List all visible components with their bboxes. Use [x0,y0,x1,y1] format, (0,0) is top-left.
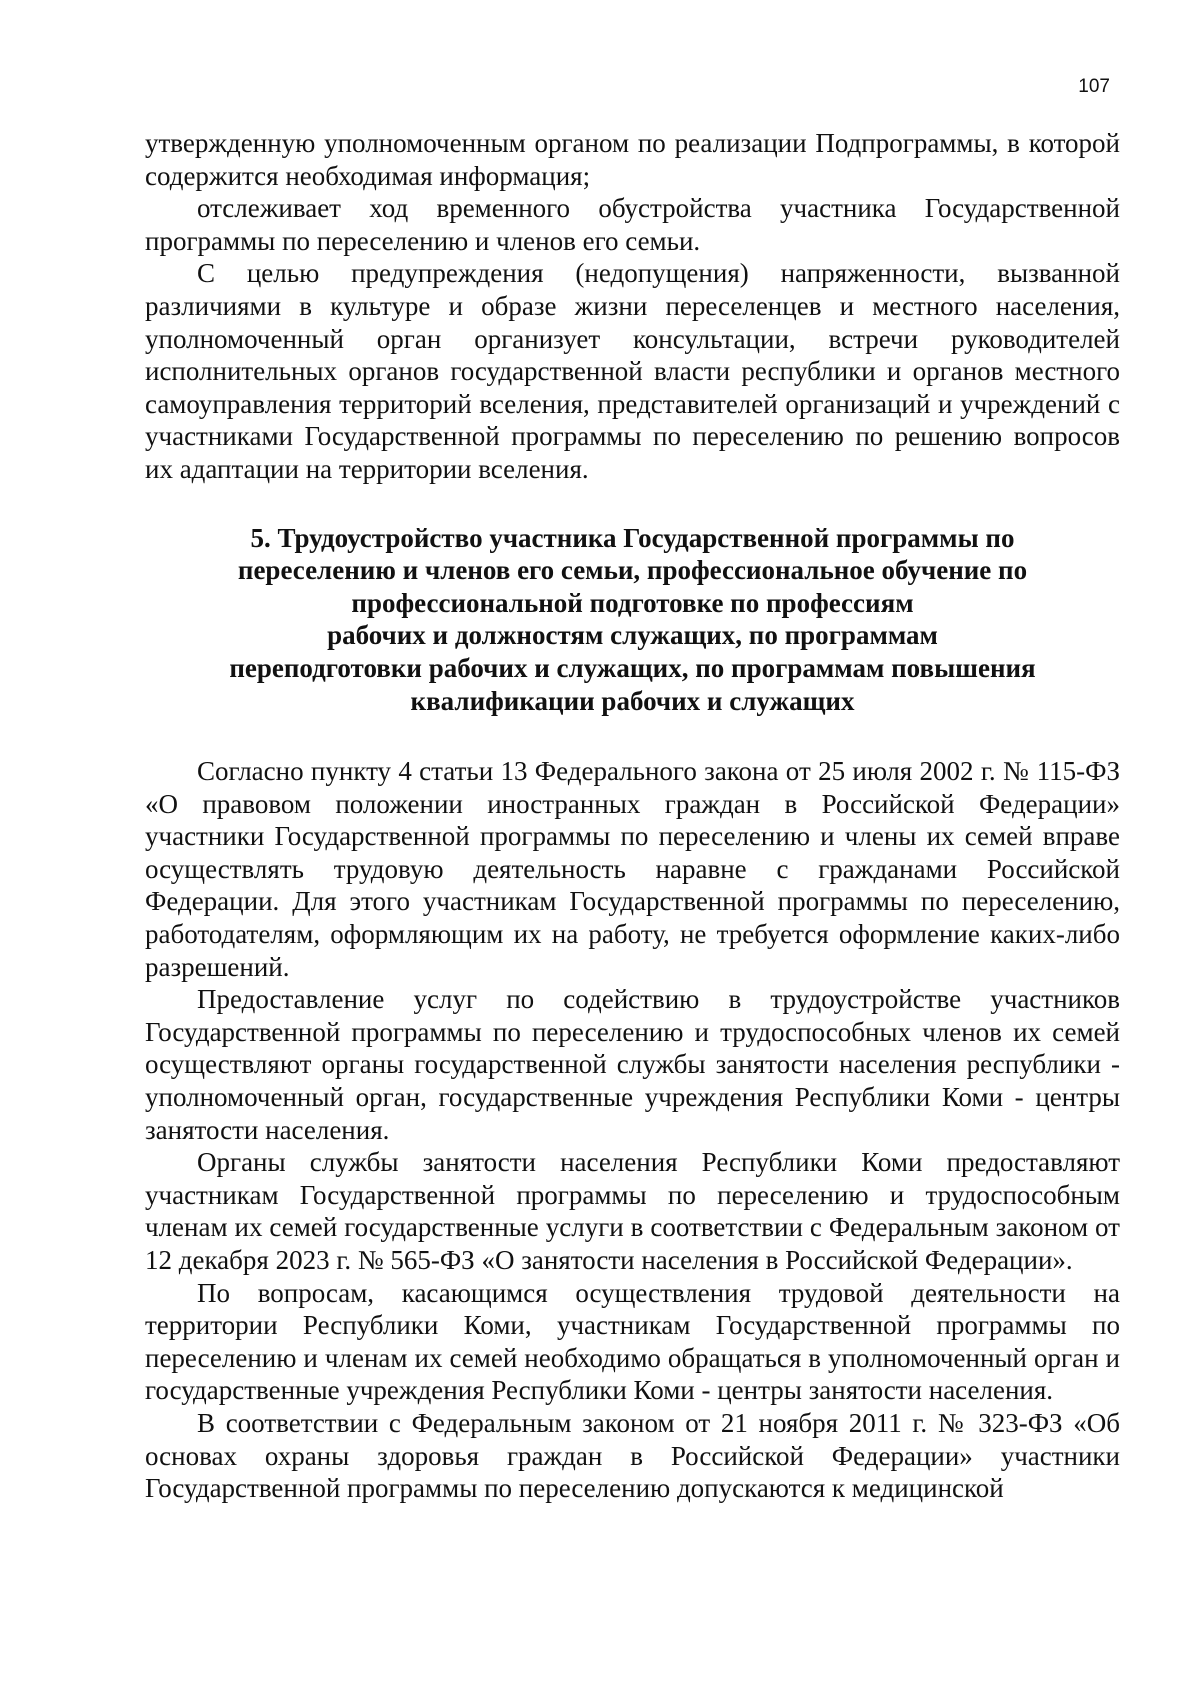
page-number: 107 [1078,76,1110,97]
paragraph: Органы службы занятости населения Республики Коми предоставляют участникам Государственной программы по переселению и трудоспособным членам их семей государственные услуги в соответствии с Федеральным законом от 12 декабря 2023 г. № 565-ФЗ «О занятости населения в Российской Федерации». [145,1147,1120,1275]
paragraph-continued: утвержденную уполномоченным органом по реализации Подпрограммы, в которой содержится необходимая информация; [145,128,1120,191]
paragraph: отслеживает ход временного обустройства участника Государственной программы по переселению и членов его семьи. [145,193,1120,256]
paragraph: Предоставление услуг по содействию в трудоустройстве участников Государственной программы по переселению и трудоспособных членов их семей осуществляют органы государственной службы занятости населения республики - уполномоченный орган, государственные учреждения Республики Коми - центры занятости населения. [145,984,1120,1145]
section-heading-line: 5. Трудоустройство участника Государственной программы по [250,522,1015,553]
paragraph: Согласно пункту 4 статьи 13 Федерального закона от 25 июля 2002 г. № 115-ФЗ «О правовом положении иностранных граждан в Российской Федерации» участники Государственной программы по переселению и члены их семей вправе осуществлять трудовую деятельность наравне с гражданами Российской Федерации. Для этого участникам Государственной программы по переселению, работодателям, оформляющим их на работу, не требуется оформление каких-либо разрешений. [145,756,1120,982]
paragraph: С целью предупреждения (недопущения) напряженности, вызванной различиями в культуре и образе жизни переселенцев и местного населения, уполномоченный орган организует консультации, встречи руководителей исполнительных органов государственной власти республики и органов местного самоуправления территорий вселения, представителей организаций и учреждений с участниками Государственной программы по переселению по решению вопросов их адаптации на территории вселения. [145,258,1120,484]
document-body [145,127,1120,1505]
section-heading-line: квалификации рабочих и служащих [410,685,855,716]
paragraph-continues: В соответствии с Федеральным законом от 21 ноября 2011 г. № 323-ФЗ «Об основах охраны здоровья граждан в Российской Федерации» участники Государственной программы по переселению допускаются к медицинской [145,1407,1120,1504]
section-heading-line: переподготовки рабочих и служащих, по программам повышения [229,652,1036,683]
section-heading-line: переселению и членов его семьи, профессиональное обучение по [237,555,1028,586]
section-heading-line: рабочих и должностям служащих, по программам [327,620,938,651]
paragraph: По вопросам, касающимся осуществления трудовой деятельности на территории Республики Коми, участникам Государственной программы по переселению и членам их семей необходимо обращаться в уполномоченный орган и государственные учреждения Республики Коми - центры занятости населения. [145,1277,1120,1406]
section-heading-line: профессиональной подготовке по профессиям [351,587,914,618]
section-heading [165,522,1100,718]
